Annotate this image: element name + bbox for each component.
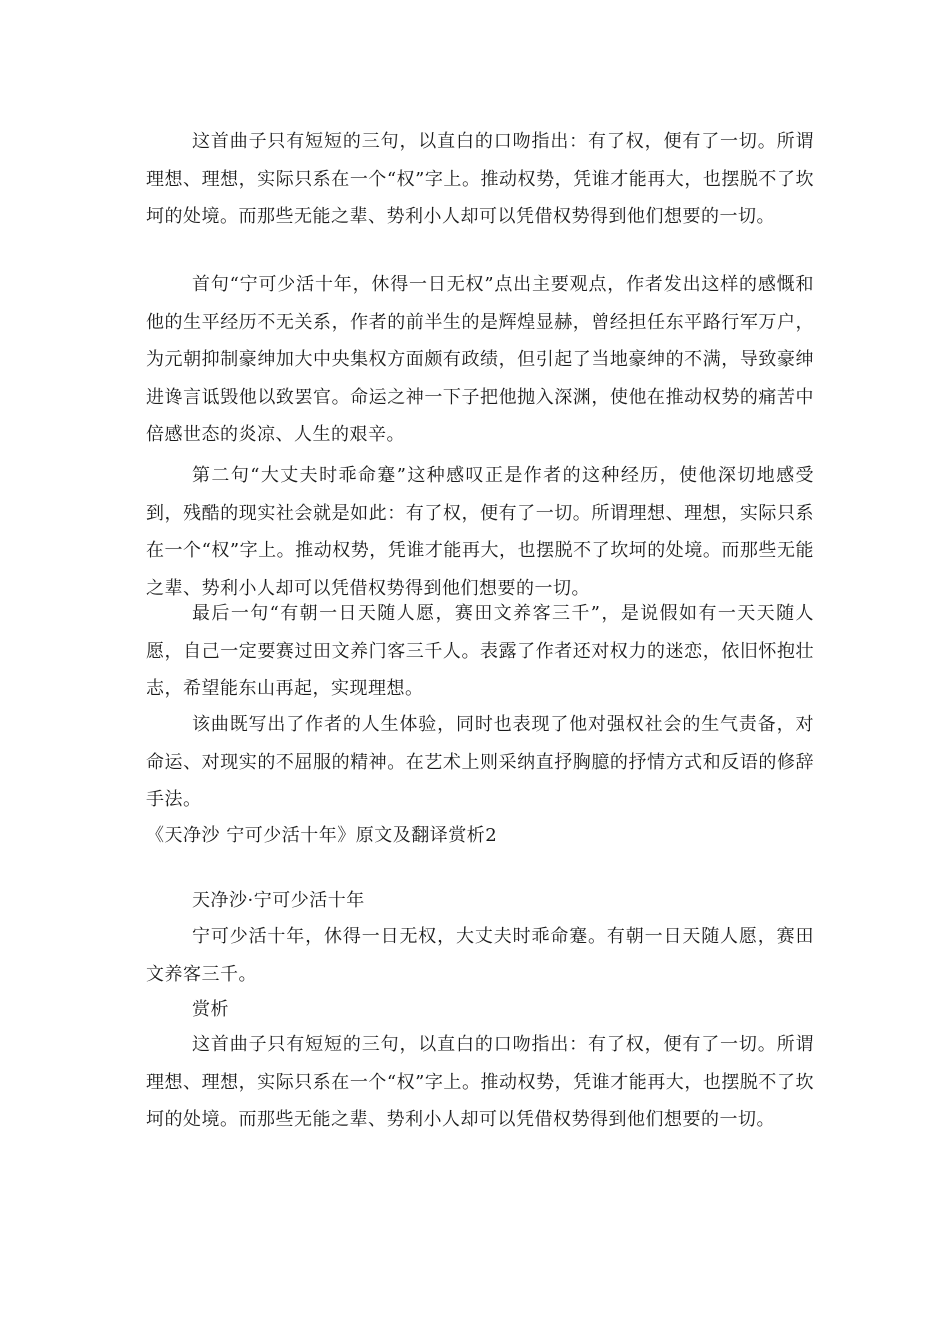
section-title: 《天净沙 宁可少活十年》原文及翻译赏析2 bbox=[146, 825, 498, 846]
analysis-paragraph-4: 最后一句“有朝一日天随人愿，赛田文养客三千”，是说假如有一天天随人愿，自己一定要赛过田文养门客三千人。表露了作者还对权力的迷恋，依旧怀抱壮志，希望能东山再起，实现理想。 bbox=[146, 603, 814, 699]
poem-text: 宁可少活十年，休得一日无权，大丈夫时乖命蹇。有朝一日天随人愿，赛田文养客三千。 bbox=[146, 926, 814, 985]
analysis-paragraph-1: 这首曲子只有短短的三句，以直白的口吻指出：有了权，便有了一切。所谓理想、理想，实际只系在一个“权”字上。推动权势，凭谁才能再大，也摆脱不了坎坷的处境。而那些无能之辈、势利小人却可以凭借权势得到他们想要的一切。 bbox=[146, 131, 814, 227]
poem-title: 天净沙·宁可少活十年 bbox=[192, 890, 365, 911]
appreciation-heading: 赏析 bbox=[192, 999, 229, 1020]
appreciation-paragraph-1: 这首曲子只有短短的三句，以直白的口吻指出：有了权，便有了一切。所谓理想、理想，实际只系在一个“权”字上。推动权势，凭谁才能再大，也摆脱不了坎坷的处境。而那些无能之辈、势利小人却可以凭借权势得到他们想要的一切。 bbox=[146, 1034, 814, 1130]
analysis-paragraph-5: 该曲既写出了作者的人生体验，同时也表现了他对强权社会的生气责备，对命运、对现实的不屈服的精神。在艺术上则采纳直抒胸臆的抒情方式和反语的修辞手法。 bbox=[146, 714, 814, 810]
analysis-paragraph-3: 第二句“大丈夫时乖命蹇”这种感叹正是作者的这种经历，使他深切地感受到，残酷的现实社会就是如此：有了权，便有了一切。所谓理想、理想，实际只系在一个“权”字上。推动权势，凭谁才能再大，也摆脱不了坎坷的处境。而那些无能之辈、势利小人却可以凭借权势得到他们想要的一切。 bbox=[146, 465, 814, 599]
analysis-paragraph-2: 首句“宁可少活十年，休得一日无权”点出主要观点，作者发出这样的感慨和他的生平经历不无关系，作者的前半生的是辉煌显赫，曾经担任东平路行军万户，为元朝抑制豪绅加大中央集权方面颇有政绩，但引起了当地豪绅的不满，导致豪绅进谗言诋毁他以致罢官。命运之神一下子把他抛入深渊，使他在推动权势的痛苦中倍感世态的炎凉、人生的艰辛。 bbox=[146, 274, 814, 445]
